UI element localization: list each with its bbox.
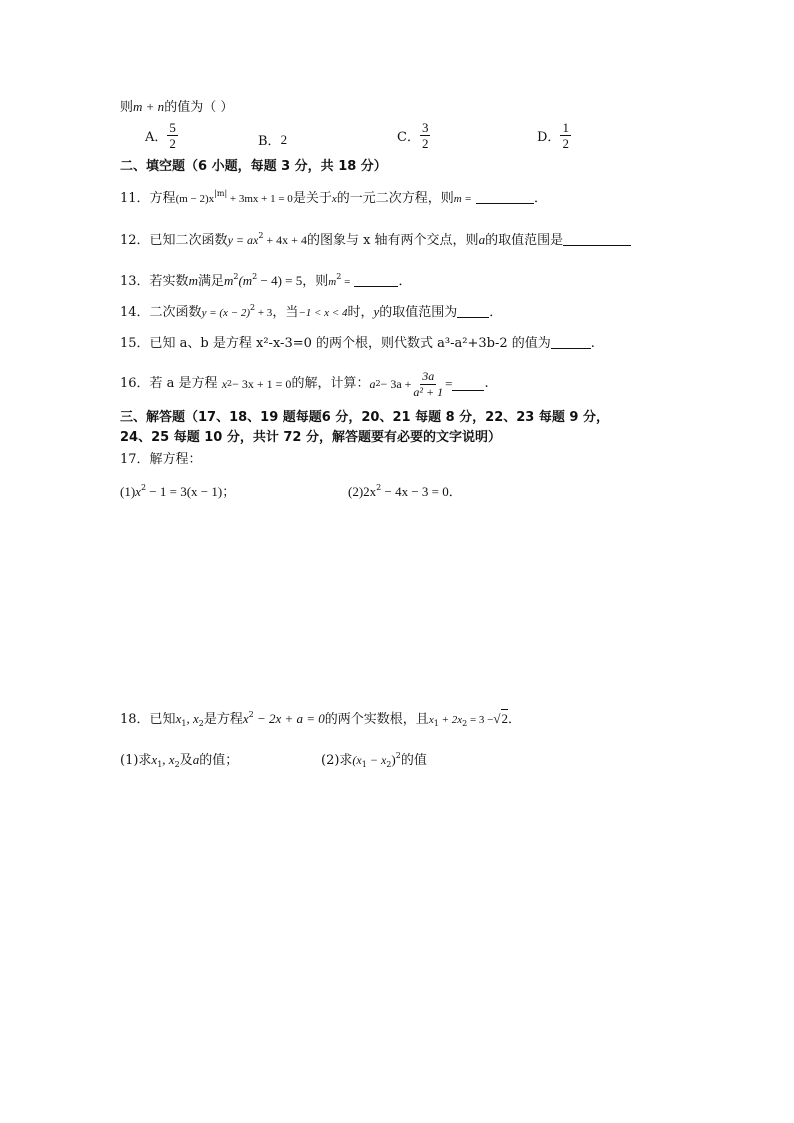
text: 若 a 是方程 (149, 376, 218, 391)
math-expr: x (242, 711, 249, 726)
text: ． (448, 485, 462, 500)
question-18-part2 (321, 751, 427, 770)
question-11 (120, 190, 547, 208)
numerator: 3a (422, 368, 435, 383)
math-expr: (m (238, 273, 253, 288)
subscript: 2 (198, 719, 204, 728)
math-expr: − 3x + 1 = 0 (232, 377, 292, 391)
exponent: 2 (140, 483, 147, 492)
text: 及 (179, 753, 193, 768)
answer-blank (457, 304, 489, 318)
exponent: |m| (214, 189, 228, 198)
option-a (145, 120, 178, 151)
text: . (484, 376, 489, 391)
text: ． (508, 712, 522, 727)
math-expr: y = (x − 2) (201, 307, 250, 319)
question-17-part1 (120, 483, 235, 502)
fraction (560, 120, 571, 151)
math-expr: + 3mx + 1 = 0 (227, 193, 293, 205)
text: 的值； (199, 753, 239, 768)
option-value: 2 (280, 131, 288, 147)
math-expr: − 3a + (380, 377, 412, 391)
math-expr: ) (391, 752, 396, 767)
text: ． (398, 274, 412, 289)
text: 的值 (400, 753, 427, 768)
math-expr: = (341, 276, 351, 288)
exponent: 2 (248, 710, 254, 719)
answer-blank (452, 377, 484, 391)
text: 二次函数 (149, 305, 202, 320)
math-expr: a (369, 377, 376, 391)
exponent: 2 (258, 231, 264, 240)
text: 则 (120, 100, 134, 115)
text: ． (534, 191, 548, 206)
question-13 (120, 272, 411, 291)
subscript: 2 (386, 760, 392, 769)
math-expr: m (223, 273, 234, 288)
math-expr: (x (352, 753, 362, 767)
text: 的取值范围为 (379, 305, 458, 320)
text: 是关于 (292, 191, 332, 206)
text: 的两个实数根，且 (324, 712, 429, 727)
part-label: (1) (120, 484, 136, 499)
math-var: a (478, 232, 486, 247)
exponent: 2 (233, 272, 239, 281)
text: 是方程 (203, 712, 243, 727)
sqrt-radicand: 2 (501, 711, 509, 726)
section-2-header: 二、填空题（6 小题，每题 3 分，共 18 分） (120, 159, 387, 174)
math-expr: − 4x − 3 = 0 (381, 484, 449, 499)
text: 方程 (149, 191, 176, 206)
text: ，当 (272, 305, 299, 320)
subscript: 2 (462, 719, 468, 728)
subscript: 1 (181, 719, 187, 728)
option-letter: B． (258, 134, 281, 149)
question-18 (120, 709, 521, 729)
fraction (420, 120, 431, 151)
math-expr: − x (366, 753, 387, 767)
text: ，则 (302, 274, 329, 289)
question-17-part2 (348, 483, 462, 502)
question-number: 15． (120, 336, 150, 351)
denominator: 2 (169, 136, 176, 151)
answer-blank (551, 335, 591, 349)
denominator: 2 (562, 136, 569, 151)
math-expr: 2x (363, 484, 377, 499)
part-label: (2)求 (321, 753, 353, 768)
question-number: 13． (120, 274, 150, 289)
question-number: 11． (120, 191, 150, 206)
section-3-header-line2: 24、25 每题 10 分，共计 72 分，解答题要有必要的文字说明） (120, 430, 501, 445)
text: 的解，计算： (291, 376, 370, 391)
numerator: 3 (421, 120, 429, 135)
option-letter: A． (145, 130, 168, 145)
text: 已知 (149, 712, 176, 727)
exponent: 2 (336, 272, 342, 281)
question-17-title: 17．解方程： (120, 452, 202, 467)
math-expr: x (221, 377, 228, 391)
fraction (167, 120, 178, 151)
question-number: 12． (120, 233, 150, 248)
math-expr: + 3 (255, 307, 273, 319)
text: 时， (347, 305, 374, 320)
exponent: 2 (376, 483, 382, 492)
text: 的取值范围是 (485, 233, 564, 248)
subscript: 1 (157, 760, 163, 769)
math-expr: x (151, 752, 158, 767)
math-expr: , x (162, 752, 175, 767)
subscript: 1 (361, 760, 367, 769)
text: 满足 (197, 274, 224, 289)
math-expr: = (445, 376, 453, 391)
math-expr: − 1 = 3(x − 1) (146, 484, 223, 499)
math-expr: m (328, 276, 337, 288)
part-label: (1)求 (120, 753, 152, 768)
question-12 (120, 231, 631, 250)
option-letter: C． (397, 130, 420, 145)
math-expr: −1 < x < 4 (298, 307, 348, 319)
text: 若实数 (149, 274, 189, 289)
question-number: 14． (120, 305, 150, 320)
option-b (258, 130, 287, 149)
question-15 (120, 335, 595, 353)
subscript: 2 (174, 760, 180, 769)
answer-blank (563, 232, 631, 246)
math-expr: − 2x + a = 0 (253, 711, 325, 726)
text: ； (222, 485, 236, 500)
option-c (397, 120, 430, 151)
math-var: m (188, 273, 198, 288)
math-expr: x (428, 714, 434, 726)
text: 的一元二次方程，则 (336, 191, 454, 206)
sqrt-sign: √ (493, 711, 501, 726)
option-d (537, 120, 571, 151)
math-expr: = 3 − (467, 714, 494, 726)
math-expr: m + n (133, 99, 165, 114)
fraction (411, 369, 445, 400)
exponent: 2 (250, 303, 256, 312)
math-expr: x (135, 484, 141, 499)
question-number: 18． (120, 712, 150, 727)
math-expr: m = (453, 193, 472, 205)
section-3-header-line1: 三、解答题（17、18、19 题每题6 分，20、21 每题 8 分，22、23 每题 9 分， (120, 410, 609, 425)
question-18-part1 (120, 751, 238, 770)
text: 的值为（ ） (164, 100, 234, 115)
question-14 (120, 303, 502, 322)
question-10-tail (120, 98, 233, 117)
subscript: 1 (433, 719, 439, 728)
math-expr: − 4) = 5 (257, 273, 303, 288)
denominator: 2 (421, 136, 429, 151)
math-expr: , x (186, 711, 199, 726)
numerator: 5 (169, 120, 176, 135)
text: . (590, 336, 595, 351)
math-expr: + 4x + 4 (263, 233, 307, 247)
text: ． (489, 305, 503, 320)
text: 已知 a、b 是方程 x²-x-3=0 的两个根，则代数式 a³-a²+3b-2 的值为 (149, 336, 551, 351)
exponent: 2 (395, 751, 401, 760)
denominator: a² + 1 (413, 384, 444, 399)
math-expr: (m − 2)x (175, 193, 215, 205)
question-number: 16． (120, 376, 150, 391)
text: 的图象与 x 轴有两个交点，则 (306, 233, 479, 248)
question-16: 16． 若 a 是方程 x 2 − 3x + 1 = 0 的解，计算： a 2 − 3a + $\frac{3a}{\text{a² + 1}}$ = . (120, 368, 489, 399)
math-expr: y = ax (227, 233, 259, 247)
exponent: 2 (252, 272, 258, 281)
numerator: 1 (562, 120, 569, 135)
math-expr: + 2x (438, 714, 463, 726)
answer-blank (354, 273, 398, 287)
answer-blank (476, 190, 534, 204)
math-var: x (331, 193, 337, 205)
math-var: a (192, 752, 200, 767)
part-label: (2) (348, 484, 364, 499)
option-letter: D． (537, 130, 561, 145)
math-var: y (373, 304, 380, 319)
text: 已知二次函数 (149, 233, 228, 248)
math-expr: x (175, 711, 182, 726)
